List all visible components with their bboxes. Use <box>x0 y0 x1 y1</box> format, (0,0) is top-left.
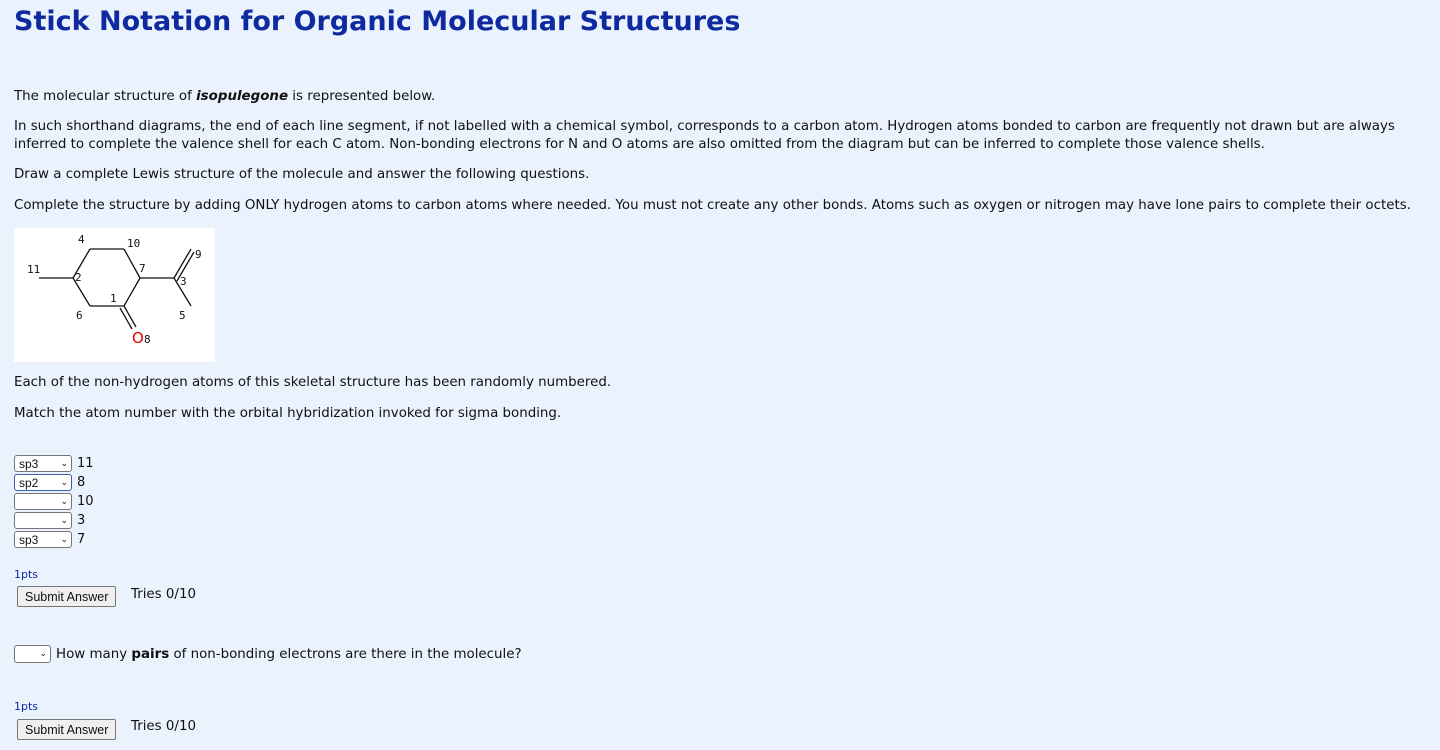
question-2-suffix: of non-bonding electrons are there in the molecule? <box>169 646 522 662</box>
select-value: sp2 <box>19 475 39 490</box>
hybridization-row <box>14 454 94 473</box>
chevron-down-icon: ⌄ <box>60 534 68 544</box>
atom-labels <box>27 233 202 347</box>
molecule-diagram <box>14 228 215 362</box>
select-value: sp3 <box>19 456 39 471</box>
atom-label-11: 11 <box>27 263 41 276</box>
complete-instruction: Complete the structure by adding ONLY hydrogen atoms to carbon atoms where needed. You must not create any other bonds. Atoms such as oxygen or nitrogen may have lone pairs to complete their octets. <box>14 198 1411 213</box>
chevron-down-icon: ⌄ <box>39 649 47 659</box>
atom-number: 8 <box>77 475 86 490</box>
atom-number: 11 <box>77 456 94 471</box>
atom-number: 3 <box>77 513 86 528</box>
hybridization-select[interactable] <box>14 512 72 529</box>
molecule-name: isopulegone <box>196 89 289 104</box>
bonds <box>39 249 194 329</box>
hybridization-select[interactable] <box>14 531 72 548</box>
select-value: sp3 <box>19 532 39 547</box>
submit-answer-button[interactable]: Submit Answer <box>17 719 116 740</box>
oxygen-symbol: O <box>132 329 144 347</box>
question-2-text <box>56 647 522 662</box>
chevron-down-icon: ⌄ <box>60 477 68 487</box>
question-2 <box>14 645 522 663</box>
hybridization-select[interactable] <box>14 474 72 491</box>
atom-label-3: 3 <box>180 275 187 288</box>
hybridization-row <box>14 492 94 511</box>
points-label: 1pts <box>14 568 39 581</box>
intro-text <box>14 88 1414 106</box>
hybridization-select[interactable] <box>14 455 72 472</box>
atom-label-1: 1 <box>110 292 117 305</box>
atom-number: 7 <box>77 532 86 547</box>
question-2-bold: pairs <box>131 646 170 662</box>
shorthand-paragraph: In such shorthand diagrams, the end of each line segment, if not labelled with a chemical symbol, corresponds to a carbon atom. Hydrogen atoms bonded to carbon are frequently not drawn but are always inferred to complete the valence shell for each C atom. Non-bonding electrons for N and O atoms are also omitted from the diagram but can be inferred to complete those valence shells. <box>14 119 1395 152</box>
question-2-prefix: How many <box>56 646 132 662</box>
numbered-text: Each of the non-hydrogen atoms of this skeletal structure has been randomly numbered. <box>14 375 612 390</box>
draw-instruction: Draw a complete Lewis structure of the molecule and answer the following questions. <box>14 167 590 182</box>
chevron-down-icon: ⌄ <box>60 458 68 468</box>
atom-label-5: 5 <box>179 309 186 322</box>
page-title: Stick Notation for Organic Molecular Structures <box>14 6 741 37</box>
intro-prefix: The molecular structure of <box>14 89 197 104</box>
match-instruction: Match the atom number with the orbital hybridization invoked for sigma bonding. <box>14 406 562 421</box>
atom-label-6: 6 <box>76 309 83 322</box>
atom-number: 10 <box>77 494 94 509</box>
tries-counter: Tries 0/10 <box>131 587 196 602</box>
molecule-structure <box>14 228 215 362</box>
atom-label-2: 2 <box>75 271 82 284</box>
chevron-down-icon: ⌄ <box>60 496 68 506</box>
atom-label-9: 9 <box>195 248 202 261</box>
hybridization-row <box>14 511 85 530</box>
atom-label-10: 10 <box>127 237 141 250</box>
intro-suffix: is represented below. <box>288 89 436 104</box>
submit-answer-button[interactable]: Submit Answer <box>17 586 116 607</box>
chevron-down-icon: ⌄ <box>60 515 68 525</box>
hybridization-select[interactable] <box>14 493 72 510</box>
atom-label-7: 7 <box>139 262 146 275</box>
pairs-select[interactable] <box>14 645 51 663</box>
atom-label-4: 4 <box>78 233 85 246</box>
atom-label-8: 8 <box>144 333 151 346</box>
points-label: 1pts <box>14 700 39 713</box>
hybridization-row <box>14 530 85 549</box>
tries-counter: Tries 0/10 <box>131 719 196 734</box>
hybridization-row <box>14 473 85 492</box>
